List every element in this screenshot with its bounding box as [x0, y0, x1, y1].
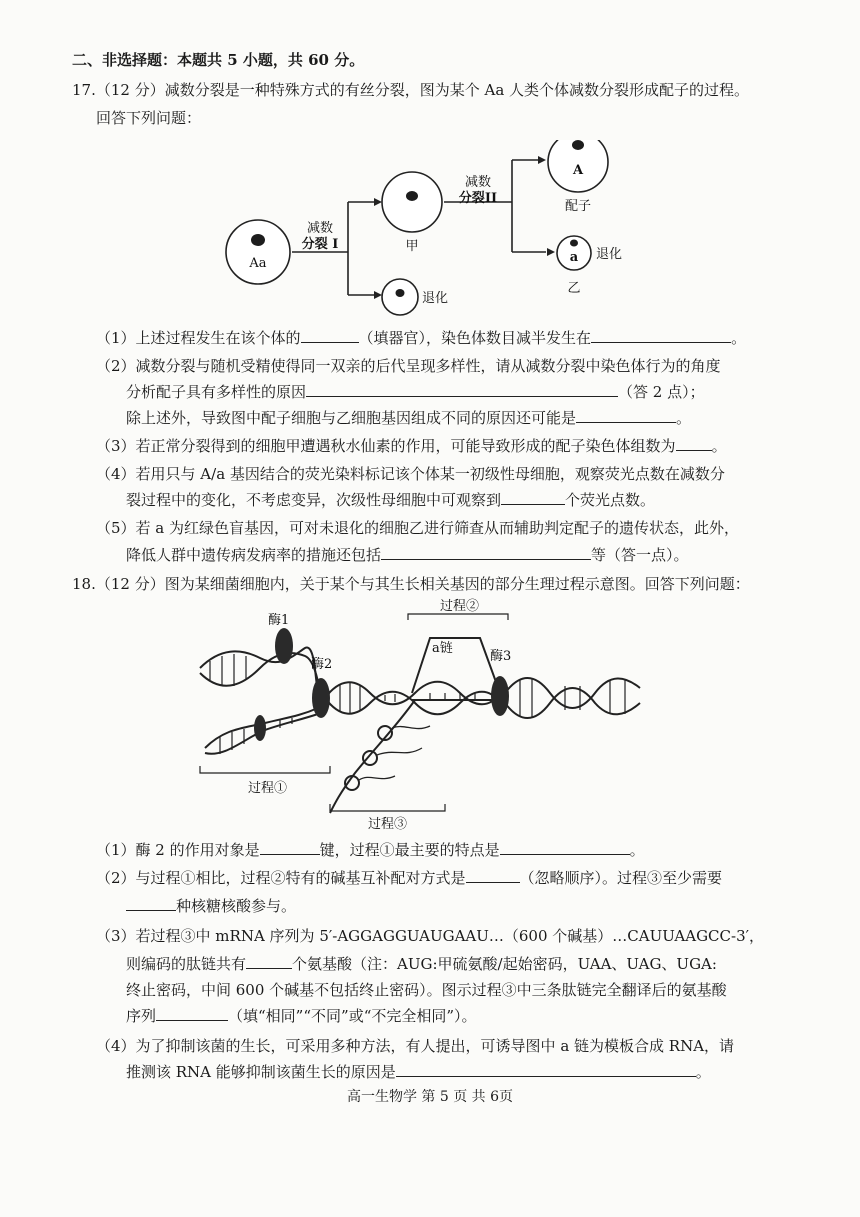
section-title: 二、非选择题：本题共 5 小题，共 60 分。 — [72, 51, 365, 69]
enzyme-3 — [491, 676, 509, 716]
label-process-3: 过程③ — [368, 817, 408, 832]
answer-blank[interactable] — [591, 328, 731, 343]
label-aa: Aa — [249, 256, 267, 271]
label-gamete: 配子 — [564, 199, 592, 214]
q17-2-line2: 分析配子具有多样性的原因 （答 2 点）； — [126, 383, 705, 401]
answer-blank[interactable] — [156, 1006, 228, 1021]
answer-blank[interactable] — [500, 840, 630, 855]
enzyme-1 — [275, 628, 293, 664]
q17-intro-line2: 回答下列问题： — [96, 109, 202, 127]
label-arrow2-top: 减数 — [464, 175, 492, 190]
q18-3-line3: 终止密码，中间 600 个碱基不包括终止密码）。图示过程③中三条肽链完全翻译后的氨基酸 — [126, 981, 727, 999]
answer-blank[interactable] — [576, 408, 676, 423]
label-enzyme-3: 酶3 — [490, 649, 512, 664]
answer-blank[interactable] — [466, 868, 520, 883]
q18-4-line1: （4）为了抑制该菌的生长，可采用多种方法，有人提出，可诱导图中 a 链为模板合成 RNA，请 — [96, 1037, 735, 1055]
cell-aa — [226, 220, 290, 284]
q18-intro: 18.（12 分）图为某细菌细胞内，关于某个与其生长相关基因的部分生理过程示意图。回答下列问题： — [72, 575, 750, 593]
label-enzyme-2: 酶2 — [311, 657, 333, 672]
q17-4-line1: （4）若用只与 A/a 基因结合的荧光染料标记该个体某一初级性母细胞，观察荧光点数在减数分 — [96, 465, 725, 483]
meiosis-diagram — [200, 140, 660, 320]
q17-3: （3）若正常分裂得到的细胞甲遭遇秋水仙素的作用，可能导致形成的配子染色体组数为 。 — [96, 437, 727, 455]
enzyme-2 — [312, 678, 330, 718]
q18-3-line1: （3）若过程③中 mRNA 序列为 5′-AGGAGGUAUGAAU…（600 个碱基）…CAUUAAGCC-3′， — [96, 927, 765, 945]
label-a-chain: a链 — [432, 641, 453, 656]
label-arrow2-bottom: 分裂II — [458, 191, 498, 206]
enzyme-lower — [254, 715, 266, 741]
answer-blank[interactable] — [306, 382, 618, 397]
q18-1: （1）酶 2 的作用对象是 键，过程①最主要的特点是 。 — [96, 841, 645, 859]
answer-blank[interactable] — [676, 436, 712, 451]
label-degen-1: 退化 — [422, 291, 449, 306]
q18-3-line4: 序列 （填“相同”“不同”或“不完全相同”）。 — [126, 1007, 477, 1025]
answer-blank[interactable] — [396, 1062, 696, 1077]
q17-4-line2: 裂过程中的变化，不考虑变异，次级性母细胞中可观察到 个荧光点数。 — [126, 491, 656, 509]
label-cell-a-upper: A — [572, 163, 584, 178]
q17-5-line1: （5）若 a 为红绿色盲基因，可对未退化的细胞乙进行筛查从而辅助判定配子的遗传状态，此外， — [96, 519, 740, 537]
q18-3-line2: 则编码的肽链共有 个氨基酸（注：AUG:甲硫氨酸/起始密码，UAA、UAG、UGA: — [126, 955, 717, 973]
q17-5-line2: 降低人群中遗传病发病率的措施还包括 等（答一点）。 — [126, 546, 689, 564]
answer-blank[interactable] — [501, 490, 565, 505]
answer-blank[interactable] — [301, 328, 359, 343]
answer-blank[interactable] — [260, 840, 320, 855]
cell-jia — [382, 172, 442, 232]
q18-4-line2: 推测该 RNA 能够抑制该菌生长的原因是 。 — [126, 1063, 711, 1081]
q17-1: （1）上述过程发生在该个体的 （填器官），染色体数目减半发生在 。 — [96, 329, 747, 347]
q18-2-line2: 种核糖核酸参与。 — [126, 896, 296, 916]
label-jia: 甲 — [405, 239, 419, 254]
q17-2-line1: （2）减数分裂与随机受精使得同一双亲的后代呈现多样性，请从减数分裂中染色体行为的角度 — [96, 357, 721, 375]
label-process-1: 过程① — [248, 781, 288, 796]
q17-intro-line1: 17.（12 分）减数分裂是一种特殊方式的有丝分裂，图为某个 Aa 人类个体减数分裂形成配子的过程。 — [72, 81, 750, 99]
q18-2-line1: （2）与过程①相比，过程②特有的碱基互补配对方式是 （忽略顺序）。过程③至少需要 — [96, 869, 723, 887]
q17-2-line3: 除上述外，导致图中配子细胞与乙细胞基因组成不同的原因还可能是 。 — [126, 409, 692, 427]
page-footer: 高一生物学 第 5 页 共 6页 — [346, 1089, 514, 1105]
label-arrow1-top: 减数 — [306, 221, 334, 236]
label-enzyme-1: 酶1 — [268, 613, 290, 628]
answer-blank[interactable] — [246, 954, 292, 969]
label-degen-2: 退化 — [596, 247, 623, 262]
gene-expression-diagram — [190, 598, 650, 833]
label-arrow1-bottom: 分裂 I — [301, 237, 339, 252]
label-yi: 乙 — [567, 281, 581, 296]
label-process-2: 过程② — [440, 599, 480, 614]
label-cell-a-lower: a — [569, 250, 579, 265]
answer-blank[interactable] — [381, 545, 591, 560]
answer-blank[interactable] — [126, 896, 176, 911]
